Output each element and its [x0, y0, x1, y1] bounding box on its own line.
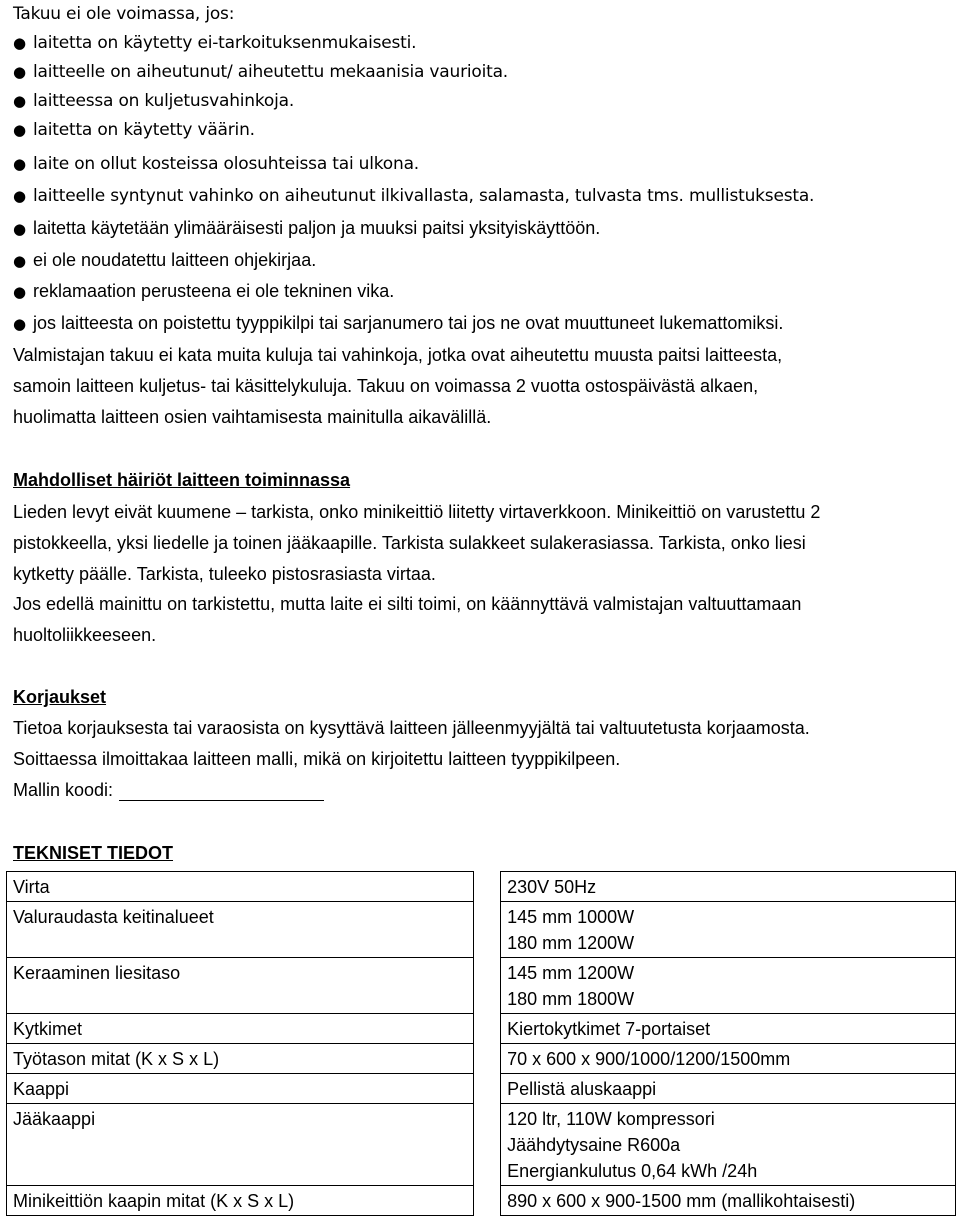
warranty-bullet: ● laitetta käytetään ylimääräisesti paljon ja muuksi paitsi yksityiskäyttöön. — [13, 218, 601, 238]
warranty-bullet: ● laitteelle on aiheutunut/ aiheutettu mekaanisia vaurioita. — [13, 62, 508, 82]
spec-label: Kytkimet — [7, 1014, 474, 1044]
spec-value: 145 mm 1000W 180 mm 1200W — [501, 902, 956, 958]
bullet-icon: ● — [13, 283, 27, 301]
table-row — [7, 1074, 956, 1104]
bullet-icon: ● — [13, 187, 26, 205]
spec-value: Kiertokytkimet 7-portaiset — [501, 1014, 956, 1044]
spec-value: 145 mm 1200W 180 mm 1800W — [501, 958, 956, 1014]
bullet-icon: ● — [13, 155, 26, 173]
model-code-row — [13, 780, 324, 801]
tech-heading: TEKNISET TIEDOT — [13, 843, 174, 863]
bullet-icon: ● — [13, 92, 26, 110]
bullet-icon: ● — [13, 121, 26, 139]
spec-value: 70 x 600 x 900/1000/1200/1500mm — [501, 1044, 956, 1074]
bullet-icon: ● — [13, 252, 27, 270]
repairs-line: Soittaessa ilmoittakaa laitteen malli, mikä on kirjoitettu laitteen tyyppikilpeen. — [13, 749, 621, 769]
warranty-paragraph-line: huolimatta laitteen osien vaihtamisesta mainitulla aikavälillä. — [13, 407, 492, 427]
troubleshooting-line: huoltoliikkeeseen. — [13, 625, 157, 645]
table-row — [7, 902, 956, 958]
spec-value: Pellistä aluskaappi — [501, 1074, 956, 1104]
table-row — [7, 1044, 956, 1074]
warranty-bullet: ● laitteelle syntynut vahinko on aiheutunut ilkivallasta, salamasta, tulvasta tms. mullistuksesta. — [13, 186, 815, 206]
troubleshooting-line: pistokkeella, yksi liedelle ja toinen jääkaapille. Tarkista sulakkeet sulakerasiassa. Tarkista, onko liesi — [13, 533, 806, 553]
troubleshooting-heading: Mahdolliset häiriöt laitteen toiminnassa — [13, 470, 351, 490]
warranty-paragraph-line: samoin laitteen kuljetus- tai käsittelykuluja. Takuu on voimassa 2 vuotta ostospäivästä alkaen, — [13, 376, 759, 396]
spec-value: 890 x 600 x 900-1500 mm (mallikohtaisesti) — [501, 1186, 956, 1216]
model-code-label: Mallin koodi: — [13, 780, 114, 800]
warranty-intro: Takuu ei ole voimassa, jos: — [13, 4, 235, 24]
spec-value: 120 ltr, 110W kompressori Jäähdytysaine R600a Energiankulutus 0,64 kWh /24h — [501, 1104, 956, 1186]
warranty-bullet: ● laite on ollut kosteissa olosuhteissa tai ulkona. — [13, 154, 419, 174]
bullet-icon: ● — [13, 63, 26, 81]
spec-label: Minikeittiön kaapin mitat (K x S x L) — [7, 1186, 474, 1216]
warranty-bullet: ● reklamaation perusteena ei ole tekninen vika. — [13, 281, 395, 301]
spec-label: Työtason mitat (K x S x L) — [7, 1044, 474, 1074]
spec-label: Kaappi — [7, 1074, 474, 1104]
table-row — [7, 1014, 956, 1044]
table-row — [7, 958, 956, 1014]
table-row — [7, 872, 956, 902]
spec-label: Jääkaappi — [7, 1104, 474, 1186]
table-row — [7, 1104, 956, 1186]
repairs-line: Tietoa korjauksesta tai varaosista on kysyttävä laitteen jälleenmyyjältä tai valtuutetusta korjaamosta. — [13, 718, 810, 738]
spec-label: Virta — [7, 872, 474, 902]
troubleshooting-line: kytketty päälle. Tarkista, tuleeko pistosrasiasta virtaa. — [13, 564, 436, 584]
spec-value: 230V 50Hz — [501, 872, 956, 902]
bullet-icon: ● — [13, 34, 26, 52]
warranty-bullet: ● jos laitteesta on poistettu tyyppikilpi tai sarjanumero tai jos ne ovat muuttuneet lukemattomiksi. — [13, 313, 784, 333]
spec-label: Keraaminen liesitaso — [7, 958, 474, 1014]
warranty-bullet: ● laitetta on käytetty ei-tarkoituksenmukaisesti. — [13, 33, 417, 53]
repairs-heading: Korjaukset — [13, 687, 107, 707]
warranty-bullet: ● ei ole noudatettu laitteen ohjekirjaa. — [13, 250, 317, 270]
bullet-icon: ● — [13, 315, 27, 333]
warranty-bullet: ● laitteessa on kuljetusvahinkoja. — [13, 91, 295, 111]
bullet-icon: ● — [13, 220, 27, 238]
spec-label: Valuraudasta keitinalueet — [7, 902, 474, 958]
warranty-bullet: ● laitetta on käytetty väärin. — [13, 120, 255, 140]
model-code-blank-line — [119, 782, 324, 801]
troubleshooting-line: Jos edellä mainittu on tarkistettu, mutta laite ei silti toimi, on käännyttävä valmistajan valtuuttamaan — [13, 594, 802, 614]
troubleshooting-line: Lieden levyt eivät kuumene – tarkista, onko minikeittiö liitetty virtaverkkoon. Minikeittiö on varustettu 2 — [13, 502, 821, 522]
tech-spec-table — [6, 871, 956, 1216]
warranty-paragraph-line: Valmistajan takuu ei kata muita kuluja tai vahinkoja, jotka ovat aiheutettu muusta paitsi laitteesta, — [13, 345, 783, 365]
